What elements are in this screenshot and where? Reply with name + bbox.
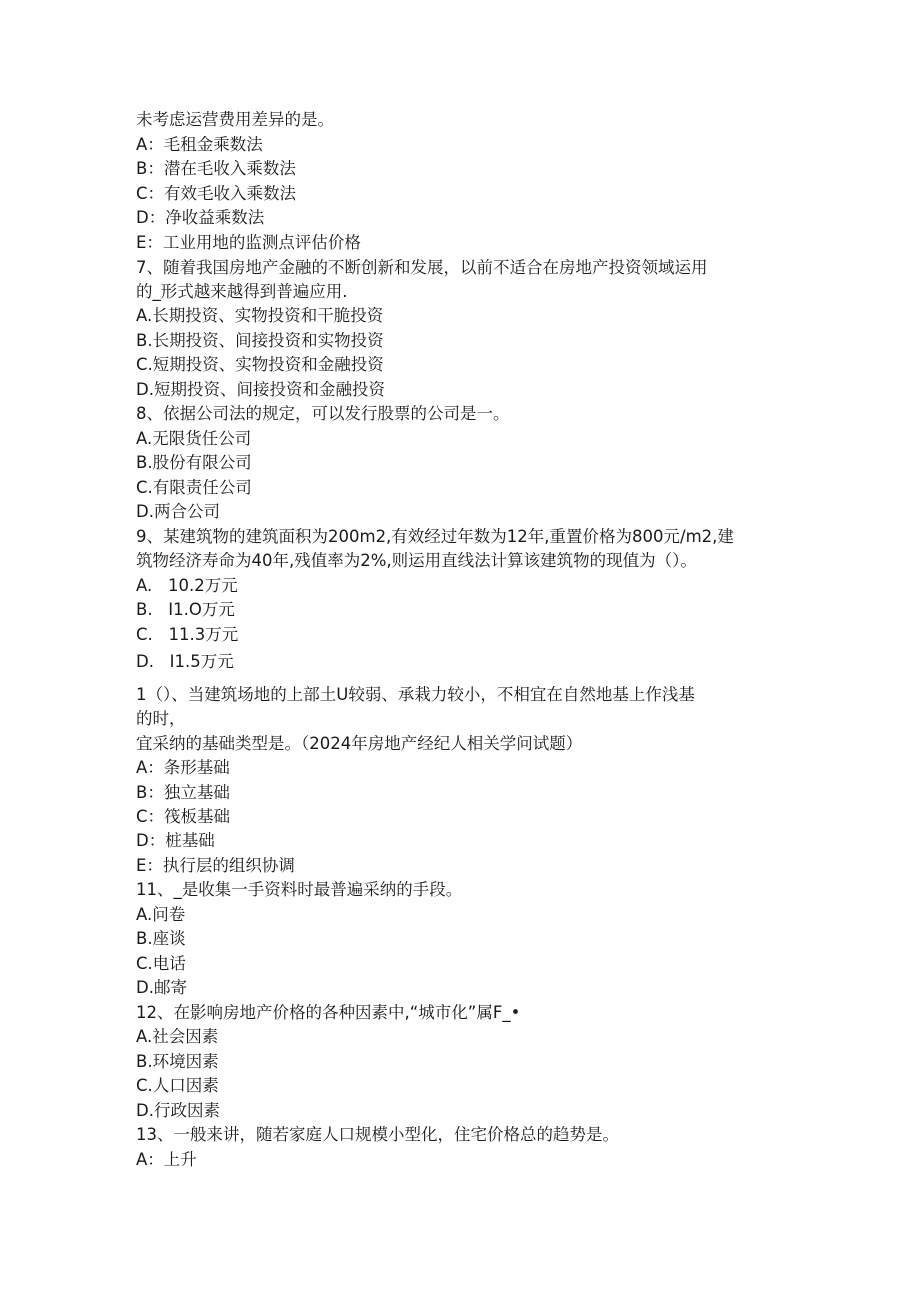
option-line: B. I1.O万元 <box>136 600 235 619</box>
option-line: D：桩基础 <box>136 831 215 850</box>
question-line: 的_形式越来越得到普遍应用. <box>136 282 348 301</box>
option-line: D.两合公司 <box>136 502 220 521</box>
option-line: A：上升 <box>136 1150 197 1169</box>
option-line: C.电话 <box>136 954 186 973</box>
question-line: 的时， <box>136 709 186 728</box>
text-line: 未考虑运营费用差异的是。 <box>136 110 334 129</box>
question-line: 12、在影响房地产价格的各种因素中,“城市化”属F_• <box>136 1003 521 1022</box>
option-line: C.人口因素 <box>136 1076 219 1095</box>
question-line: 13、一般来讲，随若家庭人口规模小型化，住宅价格总的趋势是。 <box>136 1125 619 1144</box>
option-line: D.行政因素 <box>136 1101 220 1120</box>
question-line: 宜采纳的基础类型是。（2024年房地产经纪人相关学问试题） <box>136 734 583 753</box>
option-line: A. 10.2万元 <box>136 576 238 595</box>
option-line: D. I1.5万元 <box>136 652 234 671</box>
option-line: C. 11.3万元 <box>136 625 239 644</box>
option-line: A.长期投资、实物投资和干脆投资 <box>136 306 384 325</box>
option-line: C：筏板基础 <box>136 807 231 826</box>
option-line: C.有限责任公司 <box>136 478 252 497</box>
option-line: B：潜在毛收入乘数法 <box>136 159 296 178</box>
question-line: 8、依据公司法的规定，可以发行股票的公司是一。 <box>136 404 510 423</box>
question-line: 7、随着我国房地产金融的不断创新和发展，以前不适合在房地产投资领域运用 <box>136 258 708 277</box>
option-line: A.问卷 <box>136 905 186 924</box>
question-line: 1（）、当建筑场地的上部土U较弱、承栽力较小，不相宜在自然地基上作浅基 <box>136 685 695 704</box>
option-line: B.座谈 <box>136 929 186 948</box>
option-line: B：独立基础 <box>136 783 230 802</box>
option-line: A：毛租金乘数法 <box>136 135 263 154</box>
option-line: D：净收益乘数法 <box>136 208 265 227</box>
option-line: D.短期投资、间接投资和金融投资 <box>136 380 385 399</box>
option-line: B.股份有限公司 <box>136 453 252 472</box>
question-line: 9、某建筑物的建筑面积为200m2,有效经过年数为12年,重置价格为800元/m2,建 <box>136 527 734 546</box>
option-line: D.邮寄 <box>136 978 187 997</box>
option-line: E：执行层的组织协调 <box>136 856 295 875</box>
option-line: A.社会因素 <box>136 1027 219 1046</box>
option-line: E：工业用地的监测点评估价格 <box>136 233 361 252</box>
option-line: C.短期投资、实物投资和金融投资 <box>136 355 384 374</box>
option-line: C：有效毛收入乘数法 <box>136 184 297 203</box>
option-line: A.无限货任公司 <box>136 429 252 448</box>
option-line: B.长期投资、间接投资和实物投资 <box>136 331 384 350</box>
option-line: A：条形基础 <box>136 758 230 777</box>
option-line: B.环境因素 <box>136 1052 219 1071</box>
question-line: 筑物经济寿命为40年,残值率为2%,则运用直线法计算该建筑物的现值为（）。 <box>136 551 697 570</box>
question-line: 11、_是收集一手资料时最普遍采纳的手段。 <box>136 880 463 899</box>
